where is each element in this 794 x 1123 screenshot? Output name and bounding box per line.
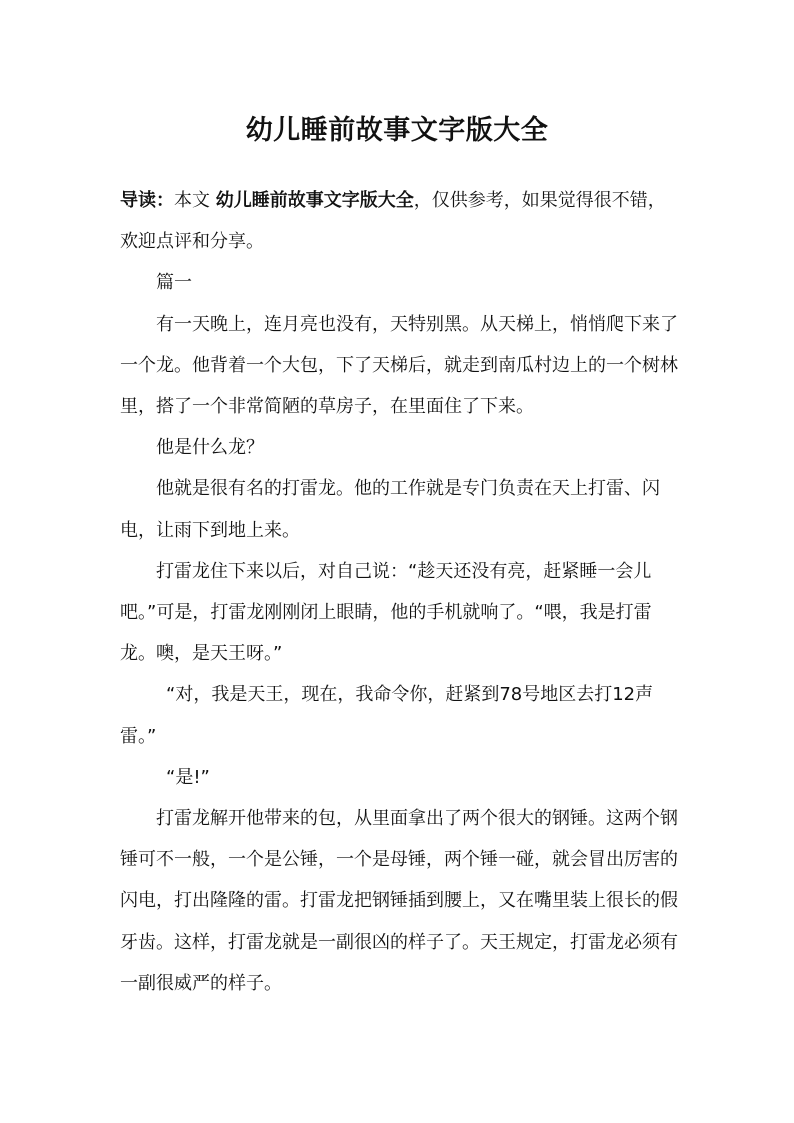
paragraph: “是!” (166, 766, 210, 788)
paragraph: 打雷龙解开他带来的包，从里面拿出了两个很大的钢锤。这两个钢锤可不一般，一个是公锤，一个是母锤，两个锤一碰，就会冒出厉害的闪电，打出隆隆的雷。打雷龙把钢锤插到腰上，又在嘴里装上很长的假牙齿。这样，打雷龙就是一副很凶的样子了。天王规定，打雷龙必须有一副很威严的样子。 (120, 808, 678, 994)
lead-label: 导读： (120, 190, 174, 211)
paragraph: 有一天晚上，连月亮也没有，天特别黑。从天梯上，悄悄爬下来了一个龙。他背着一个大包，下了天梯后，就走到南瓜村边上的一个树林里，搭了一个非常简陋的草房子，在里面住了下来。 (120, 313, 678, 418)
lead-doc-title: 幼儿睡前故事文字版大全 (215, 190, 414, 211)
section-heading: 篇一 (156, 272, 192, 294)
lead-paragraph (120, 180, 680, 262)
document-body (120, 180, 680, 1004)
lead-suffix: ，仅供参考，如果觉得很不错，欢迎点评和分享。 (120, 190, 666, 253)
paragraph: 打雷龙住下来以后，对自己说：“趁天还没有亮，赶紧睡一会儿吧。”可是，打雷龙刚刚闭上眼睛，他的手机就响了。“喂，我是打雷龙。噢，是天王呀。” (120, 560, 652, 665)
lead-prefix: 本文 (174, 190, 210, 211)
document-title: 幼儿睡前故事文字版大全 (245, 115, 549, 146)
paragraph: 他就是很有名的打雷龙。他的工作就是专门负责在天上打雷、闪电，让雨下到地上来。 (120, 478, 660, 541)
paragraph: 他是什么龙？ (156, 437, 264, 459)
paragraph: “对，我是天王，现在，我命令你，赶紧到78号地区去打12声雷。” (120, 684, 654, 747)
